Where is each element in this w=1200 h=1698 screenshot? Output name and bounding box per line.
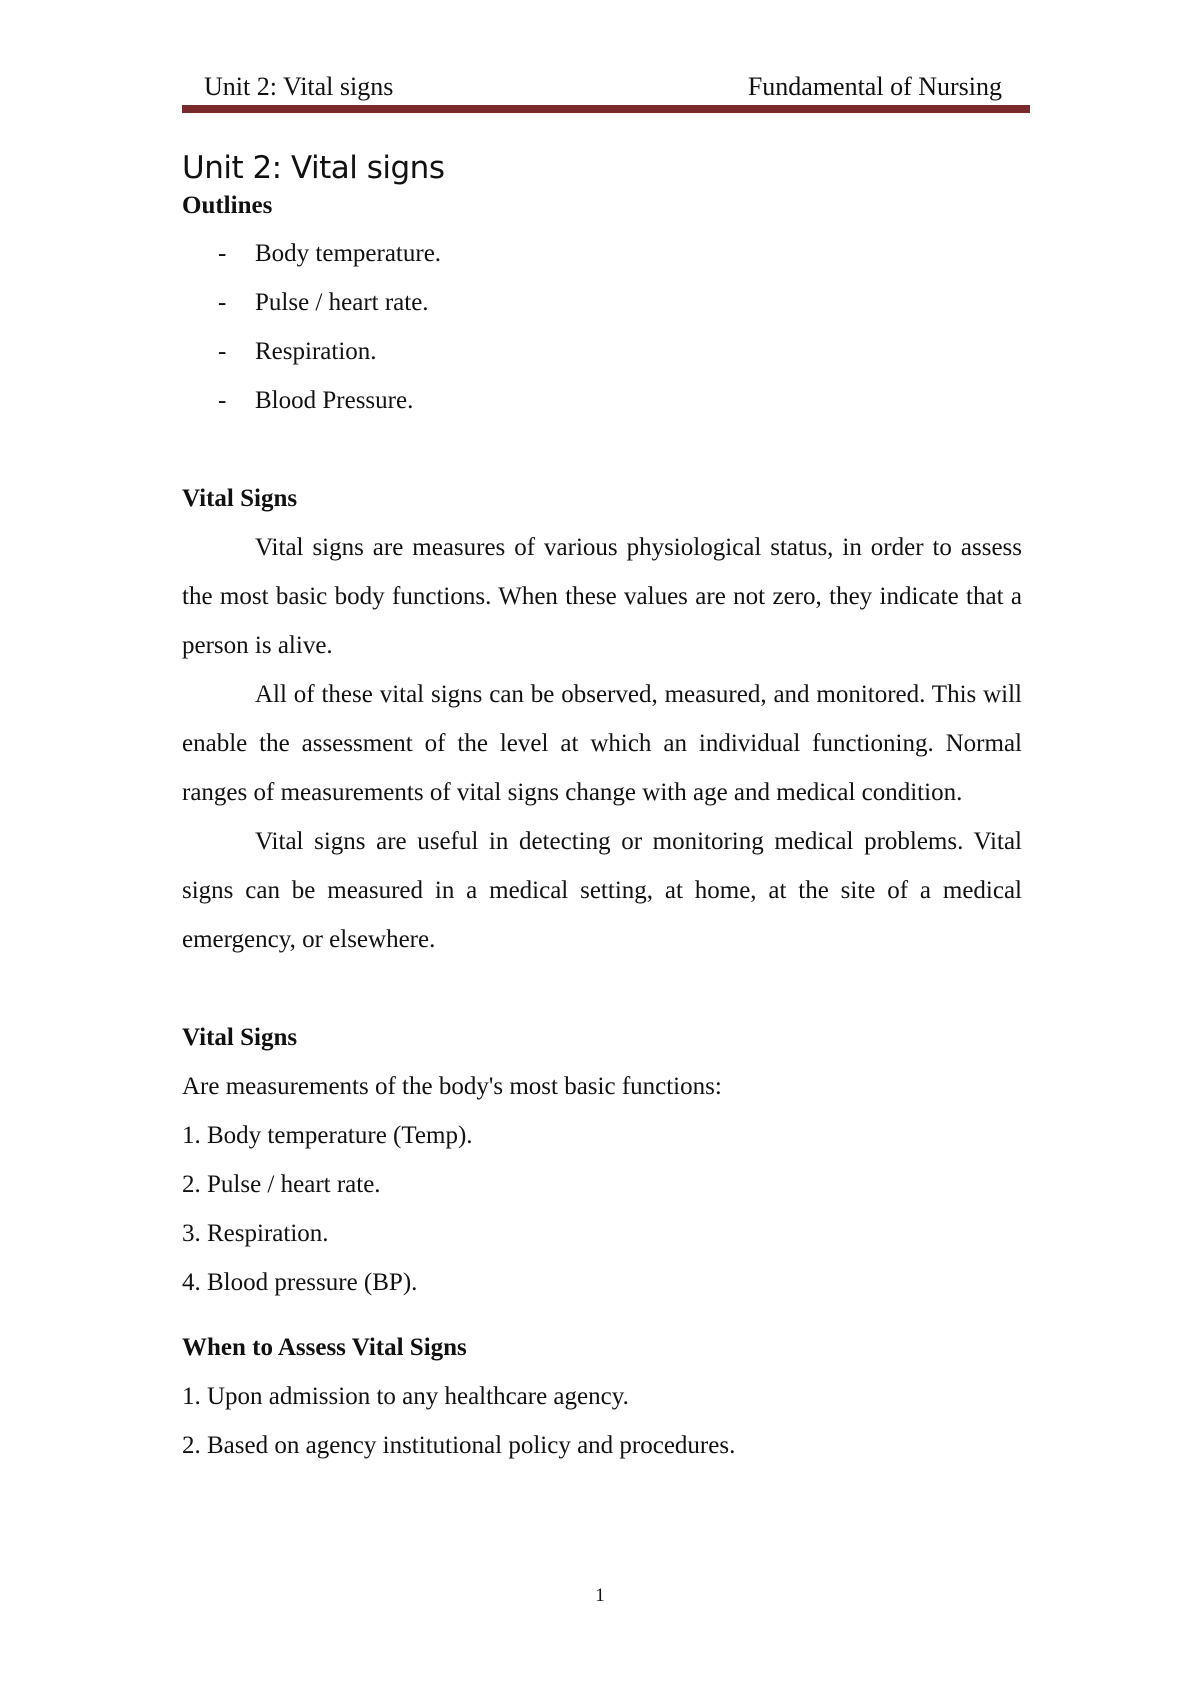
list-item: 3. Respiration.	[182, 1220, 329, 1247]
paragraph: Vital signs are measures of various physiological status, in order to assess the most basic body functions. When these values are not zero, they indicate that a person is alive.	[182, 534, 1022, 659]
outline-item	[182, 376, 1022, 425]
outline-item-text: Body temperature.	[255, 240, 442, 267]
paragraph: All of these vital signs can be observed, measured, and monitored. This will enable the assessment of the level at which an individual functioning. Normal ranges of measurements of vital signs change with age and medical condition.	[182, 681, 1022, 806]
list-item: 2. Pulse / heart rate.	[182, 1171, 381, 1198]
list-item: 1. Upon admission to any healthcare agency.	[182, 1383, 629, 1410]
dash-bullet-icon: -	[218, 240, 227, 267]
vital-signs-heading-2: Vital Signs	[182, 1024, 298, 1051]
when-to-assess-heading: When to Assess Vital Signs	[182, 1334, 467, 1361]
list-item: 4. Blood pressure (BP).	[182, 1269, 418, 1296]
header-rule	[182, 105, 1030, 113]
section-intro: Are measurements of the body's most basic functions:	[182, 1073, 722, 1100]
dash-bullet-icon: -	[218, 387, 227, 414]
outline-item-text: Blood Pressure.	[255, 387, 414, 414]
outlines-heading: Outlines	[182, 192, 273, 219]
list-item: 1. Body temperature (Temp).	[182, 1122, 473, 1149]
vital-signs-heading: Vital Signs	[182, 485, 298, 512]
header-course-title: Fundamental of Nursing	[747, 72, 1002, 101]
page-number: 1	[595, 1585, 605, 1606]
when-to-assess-list	[182, 1372, 1022, 1470]
page-body	[182, 143, 1022, 1470]
outline-item	[182, 278, 1022, 327]
outline-item	[182, 229, 1022, 278]
outlines-list	[182, 229, 1022, 425]
outline-item-text: Respiration.	[255, 338, 377, 365]
vital-signs-list	[182, 1111, 1022, 1307]
list-item: 2. Based on agency institutional policy and procedures.	[182, 1432, 736, 1459]
page-header	[182, 66, 1030, 106]
header-unit-title: Unit 2: Vital signs	[204, 72, 394, 101]
outline-item-text: Pulse / heart rate.	[255, 289, 429, 316]
outline-item	[182, 327, 1022, 376]
unit-title: Unit 2: Vital signs	[182, 150, 445, 186]
paragraph: Vital signs are useful in detecting or monitoring medical problems. Vital signs can be measured in a medical setting, at home, at the site of a medical emergency, or elsewhere.	[182, 828, 1022, 953]
dash-bullet-icon: -	[218, 338, 227, 365]
dash-bullet-icon: -	[218, 289, 227, 316]
